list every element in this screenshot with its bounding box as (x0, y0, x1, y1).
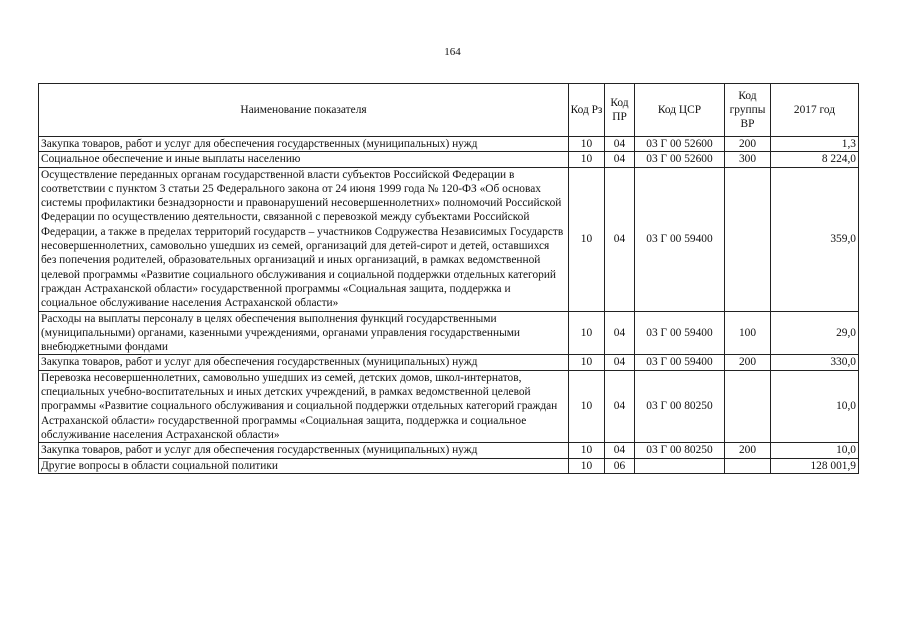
cell-rz: 10 (569, 167, 605, 311)
cell-amount: 8 224,0 (771, 152, 859, 167)
cell-name: Перевозка несовершеннолетних, самовольно ушедших из семей, детских домов, школ-интернатов, специальных учебно-воспитательных и иных детских учреждений, в рамках ведомственной целевой программы «Развитие социального обслуживания и социальной поддержки отдельных категорий граждан Астраханской области» государственной программы «Социальная защита, поддержка и социальное обслуживание населения Астраханской области» (39, 370, 569, 442)
cell-amount: 330,0 (771, 355, 859, 370)
cell-amount: 29,0 (771, 311, 859, 355)
table-row (39, 458, 859, 473)
budget-table (38, 83, 859, 474)
header-csr: Код ЦСР (635, 84, 725, 137)
header-pr: Код ПР (605, 84, 635, 137)
header-vr: Код группы ВР (725, 84, 771, 137)
table-row (39, 311, 859, 355)
cell-csr: 03 Г 00 59400 (635, 355, 725, 370)
cell-amount: 359,0 (771, 167, 859, 311)
cell-pr: 04 (605, 167, 635, 311)
cell-name: Другие вопросы в области социальной политики (39, 458, 569, 473)
cell-amount: 10,0 (771, 443, 859, 458)
cell-vr (725, 458, 771, 473)
cell-amount: 10,0 (771, 370, 859, 442)
header-row (39, 84, 859, 137)
cell-rz: 10 (569, 443, 605, 458)
cell-name: Закупка товаров, работ и услуг для обеспечения государственных (муниципальных) нужд (39, 355, 569, 370)
cell-rz: 10 (569, 137, 605, 152)
cell-rz: 10 (569, 370, 605, 442)
cell-vr: 300 (725, 152, 771, 167)
cell-rz: 10 (569, 355, 605, 370)
table-header (39, 84, 859, 137)
cell-csr: 03 Г 00 80250 (635, 370, 725, 442)
table-row (39, 137, 859, 152)
cell-vr: 200 (725, 137, 771, 152)
cell-rz: 10 (569, 311, 605, 355)
table-body (39, 137, 859, 474)
table-row (39, 152, 859, 167)
cell-name: Социальное обеспечение и иные выплаты населению (39, 152, 569, 167)
cell-pr: 04 (605, 152, 635, 167)
cell-amount: 1,3 (771, 137, 859, 152)
page-number: 164 (444, 46, 461, 58)
cell-amount: 128 001,9 (771, 458, 859, 473)
table-row (39, 355, 859, 370)
cell-vr: 100 (725, 311, 771, 355)
cell-name: Осуществление переданных органам государственной власти субъектов Российской Федерации в соответствии с пунктом 3 статьи 25 Федерального закона от 24 июня 1999 года № 120-ФЗ «Об основах системы профилактики безнадзорности и правонарушений несовершеннолетних» полномочий Российской Федерации по осуществлению деятельности, связанной с перевозкой между субъектами Российской Федерации, а также в пределах территорий государств – участников Содружества Независимых Государств несовершеннолетних, самовольно ушедших из семей, организаций для детей-сирот и детей, оставшихся без попечения родителей, образовательных организаций и иных организаций, в рамках ведомственной целевой программы «Развитие социального обслуживания и социальной поддержки отдельных категорий граждан Астраханской области» государственной программы «Социальная защита, поддержка и социальное обслуживание населения Астраханской области» (39, 167, 569, 311)
cell-pr: 04 (605, 370, 635, 442)
header-name: Наименование показателя (39, 84, 569, 137)
cell-csr: 03 Г 00 59400 (635, 311, 725, 355)
cell-csr: 03 Г 00 52600 (635, 152, 725, 167)
cell-rz: 10 (569, 152, 605, 167)
cell-csr: 03 Г 00 52600 (635, 137, 725, 152)
cell-name: Закупка товаров, работ и услуг для обеспечения государственных (муниципальных) нужд (39, 443, 569, 458)
cell-csr: 03 Г 00 59400 (635, 167, 725, 311)
cell-pr: 06 (605, 458, 635, 473)
cell-vr: 200 (725, 443, 771, 458)
table-row (39, 443, 859, 458)
header-amount: 2017 год (771, 84, 859, 137)
cell-name: Закупка товаров, работ и услуг для обеспечения государственных (муниципальных) нужд (39, 137, 569, 152)
table-row (39, 167, 859, 311)
cell-vr (725, 167, 771, 311)
cell-rz: 10 (569, 458, 605, 473)
table-row (39, 370, 859, 442)
cell-pr: 04 (605, 311, 635, 355)
header-rz: Код Рз (569, 84, 605, 137)
cell-vr: 200 (725, 355, 771, 370)
cell-pr: 04 (605, 443, 635, 458)
cell-csr: 03 Г 00 80250 (635, 443, 725, 458)
cell-pr: 04 (605, 137, 635, 152)
cell-csr (635, 458, 725, 473)
cell-pr: 04 (605, 355, 635, 370)
cell-name: Расходы на выплаты персоналу в целях обеспечения выполнения функций государственными (муниципальными) органами, казенными учреждениями, органами управления государственными внебюджетными фондами (39, 311, 569, 355)
cell-vr (725, 370, 771, 442)
